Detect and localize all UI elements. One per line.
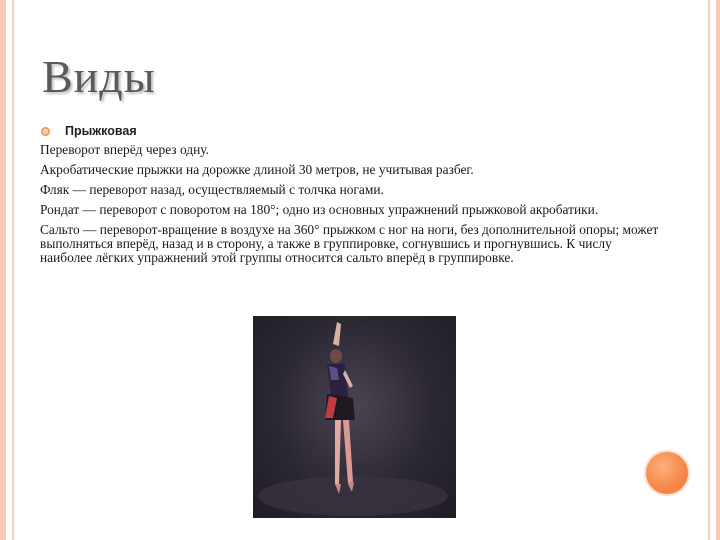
decorative-orange-circle xyxy=(644,450,690,496)
slide-content xyxy=(40,124,660,271)
flower-bullet-icon xyxy=(40,126,51,137)
bullet-item xyxy=(40,124,660,138)
gymnast-figure-image xyxy=(253,316,456,518)
paragraph-4: Рондат — переворот с поворотом на 180°; одно из основных упражнений прыжковой акробатики. xyxy=(40,202,599,217)
slide-title: Виды xyxy=(42,51,156,102)
gymnast-photo xyxy=(253,316,456,518)
right-border-decoration xyxy=(716,0,720,540)
paragraph-5: Сальто — переворот-вращение в воздухе на 360° прыжком с ног на ноги, без дополнительной опоры; может выполняться вперёд, назад и в сторону, а также в группировке, согнувшись и прогнувшись. К числу наиболее лёгких упражнений этой группы относится сальто вперёд в группировке. xyxy=(40,222,659,265)
paragraph-1: Переворот вперёд через одну. xyxy=(40,142,209,157)
bullet-label: Прыжковая xyxy=(65,124,137,138)
right-border-line xyxy=(708,0,710,540)
paragraph-2: Акробатические прыжки на дорожке длиной 30 метров, не учитывая разбег. xyxy=(40,162,474,177)
paragraph-3: Фляк — переворот назад, осуществляемый с толчка ногами. xyxy=(40,182,384,197)
left-border-line xyxy=(12,0,14,540)
left-border-decoration xyxy=(0,0,6,540)
